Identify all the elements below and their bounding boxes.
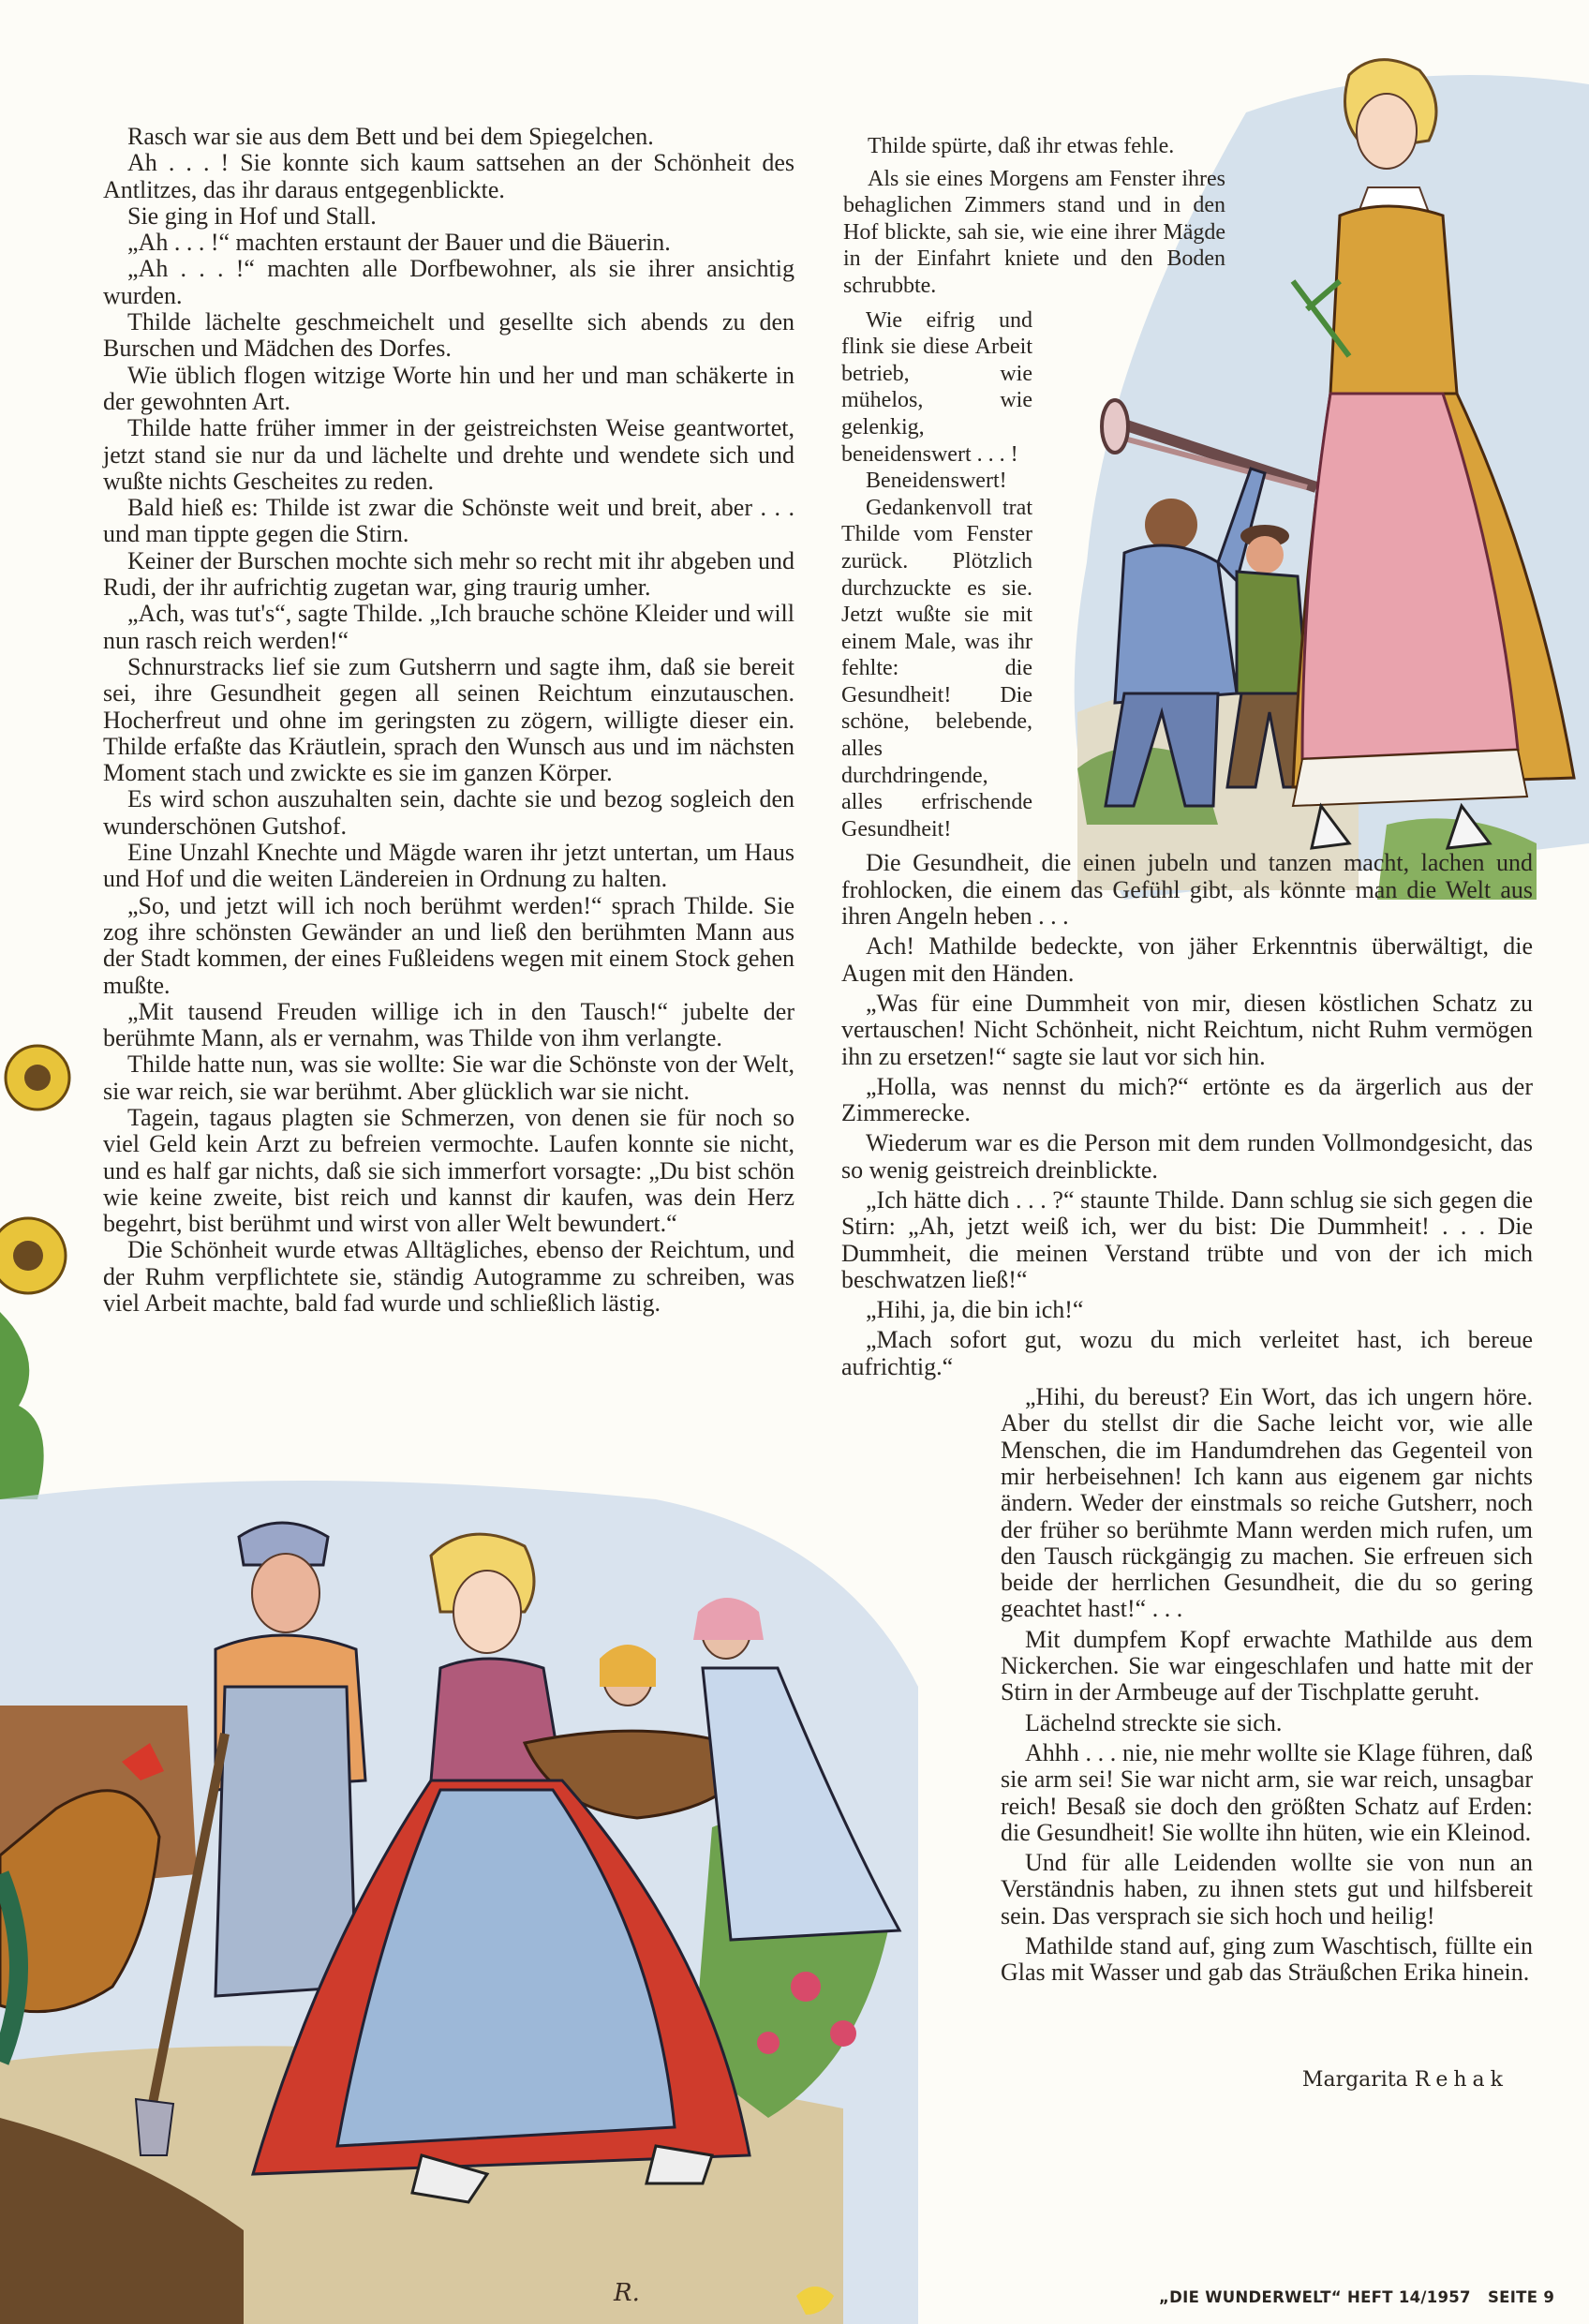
page-footer: „DIE WUNDERWELT“ HEFT 14/1957 SEITE 9 <box>1159 2288 1555 2306</box>
artist-signature: R. <box>614 2279 640 2307</box>
paragraph: Und für alle Leidenden wollte sie von nun an Verständnis haben, zu ihnen stets gut und hilfsbereit sein. Das versprach sie sich hoch und heilig! <box>1001 1849 1533 1929</box>
paragraph: Beneidenswert! <box>866 469 1007 494</box>
paragraph: „Mit tausend Freuden willige ich in den Tausch!“ jubelte der berühmte Mann, als er vernahm, was Thilde von ihm verlangte. <box>103 997 794 1052</box>
paragraph: „Hihi, du bereust? Ein Wort, das ich ungern höre. Aber du stellst dir die Sache leicht vor, wie alle Menschen, die im Handumdrehen das Gegenteil von mir herbeisehnen! Ich kann aus eigenem gar nichts ändern. Weder der einstmals so reiche Gutsherr, noch der früher so berühmte Mann werden mich rufen, um den Tausch rückgängig zu machen. Sie erfreuen sich beide der herrlichen Gesundheit, die du so gering geachtet hast!“ . . . <box>1001 1383 1533 1623</box>
paragraph: Gedankenvoll trat Thilde vom Fenster zurück. Plötzlich durchzuckte es sie. Jetzt wußte sie mit einem Male, was ihr fehlte: die Gesundheit! Die schöne, belebende, alles durchdringende, alles erfrischende Gesundheit! <box>841 495 1032 842</box>
paragraph: Schnurstracks lief sie zum Gutsherrn und sagte ihm, daß sie bereit sei, ihre Gesundheit gegen all seinen Reichtum einzutauschen. Hocherfreut und ohne im geringsten zu zögern, willigte dieser ein. Thilde erfaßte das Kräutlein, sprach den Wunsch aus und im nächsten Moment stach und zwickte es sie im ganzen Körper. <box>103 652 794 787</box>
paragraph: Die Schönheit wurde etwas Alltägliches, ebenso der Reichtum, und der Ruhm verpflichtete sie, ständig Autogramme zu schreiben, was viel Arbeit machte, bald fad wurde und schließlich lästig. <box>103 1236 794 1318</box>
paragraph: „Was für eine Dummheit von mir, diesen köstlichen Schatz zu vertauschen! Nicht Schönheit, nicht Reichtum, nicht Ruhm vermögen ihn zu ersetzen!“ sagte sie laut vor sich hin. <box>841 989 1533 1070</box>
paragraph: Mit dumpfem Kopf erwachte Mathilde aus dem Nickerchen. Sie war eingeschlafen und hatte mit der Stirn in der Armbeuge auf der Tischplatte geruht. <box>1001 1625 1533 1706</box>
paragraph: „Ich hätte dich . . . ?“ staunte Thilde. Dann schlug sie sich gegen die Stirn: „Ah, jetzt weiß ich, wer du bist: Die Dummheit! . . . Die Dummheit, die meinen Verstand trübte und von der ich mich beschwatzen ließ!“ <box>841 1186 1533 1293</box>
right-narrow-text <box>841 307 1032 843</box>
right-end-text <box>841 1384 1533 2059</box>
paragraph: Eine Unzahl Knechte und Mägde waren ihr jetzt untertan, um Haus und Hof und die weiten Ländereien in Ordnung zu halten. <box>103 839 794 893</box>
paragraph: Keiner der Burschen mochte sich mehr so recht mit ihr abgeben und Rudi, der ihr aufrichtig zugetan war, ging traurig umher. <box>103 546 794 602</box>
paragraph: „Ah . . . !“ machten erstaunt der Bauer und die Bäuerin. <box>127 229 671 257</box>
paragraph: Ahhh . . . nie, nie mehr wollte sie Klage führen, daß sie arm sei! Sie war nicht arm, sie war reich, unsagbar reich! Besaß sie doch den größten Schatz auf Erden: die Gesundheit! Sie wollte ihn hüten, wie ein Kleinod. <box>1001 1738 1533 1846</box>
left-column-text <box>103 124 794 1317</box>
paragraph: Thilde spürte, daß ihr etwas fehle. <box>868 134 1175 158</box>
sunflowers <box>0 1046 69 1499</box>
paragraph: „Ah . . . !“ machten alle Dorfbewohner, als sie ihrer ansichtig wurden. <box>103 255 794 309</box>
bottom-farm-illustration <box>0 1481 918 2324</box>
paragraph: Als sie eines Morgens am Fenster ihres behaglichen Zimmers stand und in den Hof blickte, sah sie, wie eine ihrer Mägde in der Einfahrt kniete und den Boden schrubbte. <box>843 166 1225 298</box>
author-signature <box>1302 2066 1508 2094</box>
paragraph: „So, und jetzt will ich noch berühmt werden!“ sprach Thilde. Sie zog ihre schönsten Gewänder an und ließ den berühmten Mann aus der Stadt kommen, der eines Fußleidens wegen mit einem Stock gehen mußte. <box>103 891 794 999</box>
paragraph: „Ach, was tut's“, sagte Thilde. „Ich brauche schöne Kleider und will nun rasch reich werden!“ <box>103 600 794 654</box>
paragraph: Bald hieß es: Thilde ist zwar die Schönste weit und breit, aber . . . und man tippte gegen die Stirn. <box>103 494 794 548</box>
paragraph: Wie eifrig und flink sie diese Arbeit betrieb, wie mühelos, wie gelenkig, beneidenswert . . . ! <box>841 307 1032 467</box>
right-column <box>841 133 1555 2307</box>
paragraph: Ach! Mathilde bedeckte, von jäher Erkenntnis überwältigt, die Augen mit den Händen. <box>841 932 1533 987</box>
paragraph: Sie ging in Hof und Stall. <box>127 201 377 230</box>
paragraph: Lächelnd streckte sie sich. <box>1025 1708 1283 1736</box>
paragraph: „Mach sofort gut, wozu du mich verleitet hast, ich bereue aufrichtig.“ <box>841 1326 1533 1380</box>
paragraph: Rasch war sie aus dem Bett und bei dem Spiegelchen. <box>127 123 654 150</box>
right-top-text <box>843 133 1225 300</box>
paragraph: Ah . . . ! Sie konnte sich kaum sattsehen an der Schönheit des Antlitzes, das ihr daraus entgegenblickte. <box>103 149 794 203</box>
paragraph: Thilde hatte nun, was sie wollte: Sie war die Schönste von der Welt, sie war reich, sie war berühmt. Aber glücklich war sie nicht. <box>103 1050 794 1105</box>
paragraph: Es wird schon auszuhalten sein, dachte sie und bezog sogleich den wunderschönen Gutshof. <box>103 785 794 840</box>
paragraph: Tagein, tagaus plagten sie Schmerzen, von denen sie für noch so viel Geld kein Arzt zu befreien vermochte. Laufen konnte sie nicht, und es half gar nichts, daß sie sich immerfort vorsagte: „Du bist schön wie keine zweite, bist reich und kannst dir kaufen, was dein Herz begehrt, bist berühmt und wirst von aller Welt bewundert.“ <box>103 1103 794 1238</box>
paragraph: Thilde lächelte geschmeichelt und gesellte sich abends zu den Burschen und Mädchen des Dorfes. <box>103 308 794 363</box>
author-first-name: Margarita <box>1301 2068 1408 2093</box>
right-main-text <box>841 850 1533 1380</box>
paragraph: „Hihi, ja, die bin ich!“ <box>866 1296 1084 1324</box>
illustration-wrap-space <box>841 1384 1001 2059</box>
paragraph: „Holla, was nennst du mich?“ ertönte es da ärgerlich aus der Zimmerecke. <box>841 1072 1533 1127</box>
author-last-name: Rehak <box>1414 2068 1508 2093</box>
paragraph: Thilde hatte früher immer in der geistreichsten Weise geantwortet, jetzt stand sie nur da und lächelte und drehte und wendete sich und wußte nichts Gescheites zu reden. <box>103 414 794 495</box>
paragraph: Wie üblich flogen witzige Worte hin und her und man schäkerte in der gewohnten Art. <box>103 361 794 415</box>
paragraph: Wiederum war es die Person mit dem runden Vollmondgesicht, das so wenig geistreich dreinblickte. <box>841 1129 1533 1184</box>
paragraph: Mathilde stand auf, ging zum Waschtisch, füllte ein Glas mit Wasser und gab das Sträußchen Erika hinein. <box>1001 1932 1533 1987</box>
paragraph: Die Gesundheit, die einen jubeln und tanzen macht, lachen und frohlocken, die einem das Gefühl gibt, als könnte man die Welt aus ihren Angeln heben . . . <box>841 849 1533 931</box>
